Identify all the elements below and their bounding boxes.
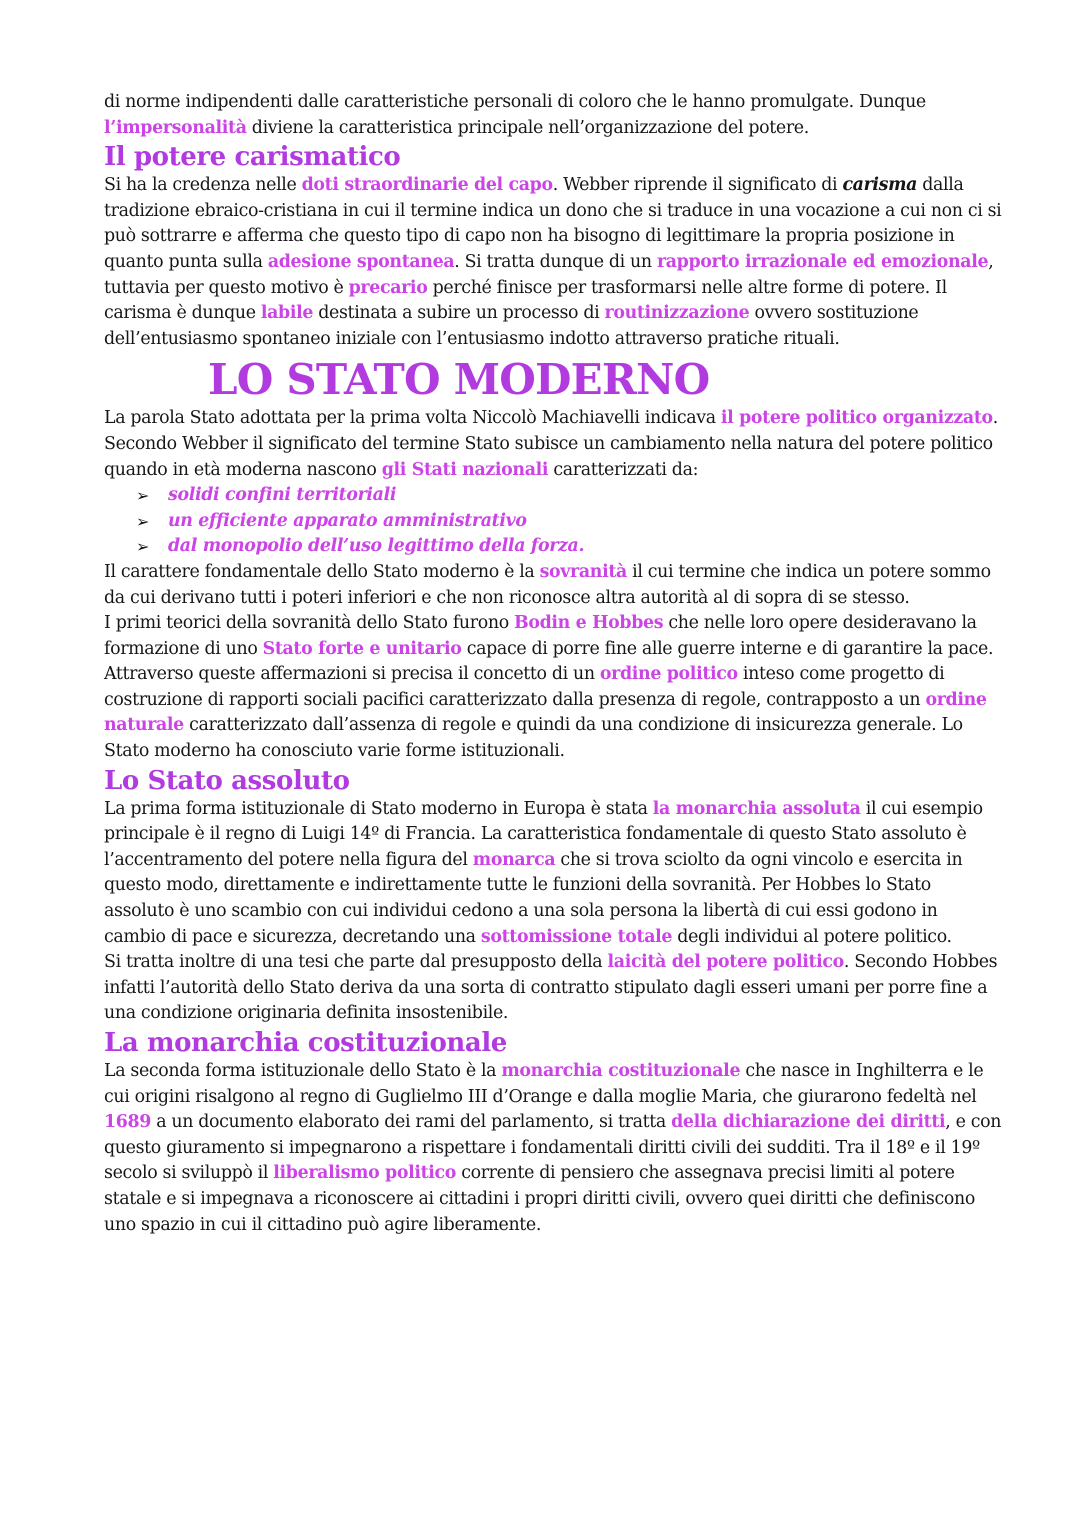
highlight-term: Bodin e Hobbes xyxy=(514,613,664,634)
arrow-bullet-icon: ➢ xyxy=(136,537,150,557)
highlight-term: il potere politico organizzato xyxy=(720,408,993,429)
highlight-term: precario xyxy=(348,277,428,298)
text: che si trova sciolto da ogni vincolo e esercita in questo modo, direttamente e indirettamente tutte le funzioni della sovranità. Per Hobbes lo Stato assoluto è uno scambio con cui individui cedono a una sola persona la libertà di cui essi godono in cambio di pace e sicurezza, decretando una xyxy=(104,849,963,947)
text: La parola Stato adottata per la prima volta Niccolò Machiavelli indicava xyxy=(104,408,721,429)
text: . Secondo Hobbes infatti l’autorità dello Stato deriva da una sorta di contratto stipulato dagli esseri umani per porre fine a una condizione originaria definita insostenibile. xyxy=(104,952,998,1024)
list-item xyxy=(136,534,1004,560)
text: inteso come progetto di costruzione di rapporti sociali pacifici caratterizzato dalla presenza di regole, contrapposto a un xyxy=(104,664,945,710)
highlight-term: labile xyxy=(260,303,314,324)
paragraph-stato-moderno xyxy=(104,406,1004,483)
highlight-term: rapporto irrazionale ed emozionale xyxy=(656,251,989,272)
emphasis-term: carisma xyxy=(842,175,918,196)
text: a un documento elaborato dei rami del parlamento, si tratta xyxy=(151,1112,672,1133)
bullet-list xyxy=(104,483,1004,560)
paragraph-impersonalita xyxy=(104,90,1004,141)
paragraph-laicita xyxy=(104,950,1004,1027)
heading-potere-carismatico: Il potere carismatico xyxy=(104,142,401,173)
highlight-term: adesione spontanea xyxy=(267,251,455,272)
text: destinata a subire un processo di xyxy=(313,303,605,324)
text: , e con questo giuramento si impegnarono a rispettare i fondamentali diritti civili dei sudditi. Tra il 18º e il 19º secolo si sviluppò il xyxy=(104,1112,1002,1184)
text: corrente di pensiero che assegnava precisi limiti al potere statale e si impegnava a riconoscere ai cittadini i propri diritti civili, ovvero quei diritti che definiscono uno spazio in cui il cittadino può agire liberamente. xyxy=(104,1163,975,1235)
text: Si tratta inoltre di una tesi che parte dal presupposto della xyxy=(104,952,608,973)
highlight-term: monarchia costituzionale xyxy=(501,1061,741,1081)
highlight-term: routinizzazione xyxy=(604,303,750,324)
heading-monarchia-costituzionale: La monarchia costituzionale xyxy=(104,1028,507,1058)
text: I primi teorici della sovranità dello Stato furono xyxy=(104,613,515,634)
text: il cui esempio principale è il regno di Luigi 14º di Francia. La caratteristica fondamentale di questo Stato assoluto è l’accentramento del potere nella figura del xyxy=(104,798,983,870)
heading-stato-moderno: LO STATO MODERNO xyxy=(208,355,710,405)
text: . Webber riprende il significato di xyxy=(552,175,843,196)
highlight-term: doti straordinarie del capo xyxy=(301,175,553,196)
highlight-term: gli Stati nazionali xyxy=(381,459,549,480)
list-item-text: solidi confini territoriali xyxy=(168,485,397,506)
text: diviene la caratteristica principale nell’organizzazione del potere. xyxy=(246,117,809,138)
text: . Secondo Webber il significato del termine Stato subisce un cambiamento nella natura del potere politico quando in età moderna nascono xyxy=(104,408,998,480)
text: il cui termine che indica un potere sommo da cui derivano tutti i poteri inferiori e che non riconosce altra autorità al di sopra di se stesso. xyxy=(104,561,991,608)
text: ovvero sostituzione dell’entusiasmo spontaneo iniziale con l’entusiasmo indotto attraverso pratiche rituali. xyxy=(104,303,919,349)
highlight-term: ordine politico xyxy=(599,664,738,685)
paragraph-carismatico xyxy=(104,173,1004,352)
text: La prima forma istituzionale di Stato moderno in Europa è stata xyxy=(104,798,653,819)
arrow-bullet-icon: ➢ xyxy=(136,486,150,506)
list-item xyxy=(136,483,1004,509)
highlight-term: Stato forte e unitario xyxy=(262,638,462,659)
text: . Si tratta dunque di un xyxy=(454,251,657,272)
text: perché finisce per trasformarsi nelle altre forme di potere. Il carisma è dunque xyxy=(104,277,947,324)
document-page xyxy=(104,90,1004,1238)
text: caratterizzato dall’assenza di regole e quindi da una condizione di insicurezza generale. Lo Stato moderno ha conosciuto varie forme istituzionali. xyxy=(104,715,963,762)
text: caratterizzati da: xyxy=(548,459,699,480)
highlight-term: laicità del potere politico xyxy=(607,952,844,973)
text: Il carattere fondamentale dello Stato moderno è la xyxy=(104,561,540,582)
text: capace di porre fine alle guerre interne e di garantire la pace. Attraverso queste affermazioni si precisa il concetto di un xyxy=(104,638,994,685)
highlight-term: 1689 xyxy=(104,1112,152,1133)
arrow-bullet-icon: ➢ xyxy=(136,511,150,531)
list-item-text: dal monopolio dell’uso legittimo della forza. xyxy=(168,536,585,557)
text: degli individui al potere politico. xyxy=(672,926,952,947)
list-item-text: un efficiente apparato amministrativo xyxy=(168,510,527,531)
highlight-term: ordine naturale xyxy=(104,689,987,736)
paragraph-sovranita xyxy=(104,560,1004,611)
text: di norme indipendenti dalle caratteristiche personali di coloro che le hanno promulgate. Dunque xyxy=(104,92,926,112)
paragraph-stato-assoluto xyxy=(104,797,1004,951)
highlight-term: l’impersonalità xyxy=(104,117,247,138)
highlight-term: la monarchia assoluta xyxy=(652,798,861,819)
heading-stato-assoluto: Lo Stato assoluto xyxy=(104,765,350,796)
text: che nasce in Inghilterra e le cui origini risalgono al regno di Guglielmo III d’Orange e dalla moglie Maria, che giurarono fedeltà nel xyxy=(104,1061,984,1107)
text: , tuttavia per questo motivo è xyxy=(104,251,994,298)
text: che nelle loro opere desideravano la formazione di uno xyxy=(104,613,977,659)
text: dalla tradizione ebraico-cristiana in cui il termine indica un dono che si traduce in una vocazione a cui non ci si può sottrarre e afferma che questo tipo di capo non ha bisogno di legittimare la propria posizione in quanto punta sulla xyxy=(104,175,1002,272)
paragraph-monarchia-costituzionale xyxy=(104,1059,1004,1238)
highlight-term: della dichiarazione dei diritti xyxy=(671,1112,946,1133)
highlight-term: monarca xyxy=(472,849,556,870)
highlight-term: liberalismo politico xyxy=(273,1163,457,1184)
text: Si ha la credenza nelle xyxy=(104,175,302,196)
highlight-term: sovranità xyxy=(539,561,627,582)
highlight-term: sottomissione totale xyxy=(480,926,673,947)
paragraph-teorici xyxy=(104,611,1004,765)
list-item xyxy=(136,509,1004,535)
text: La seconda forma istituzionale dello Stato è la xyxy=(104,1061,502,1081)
